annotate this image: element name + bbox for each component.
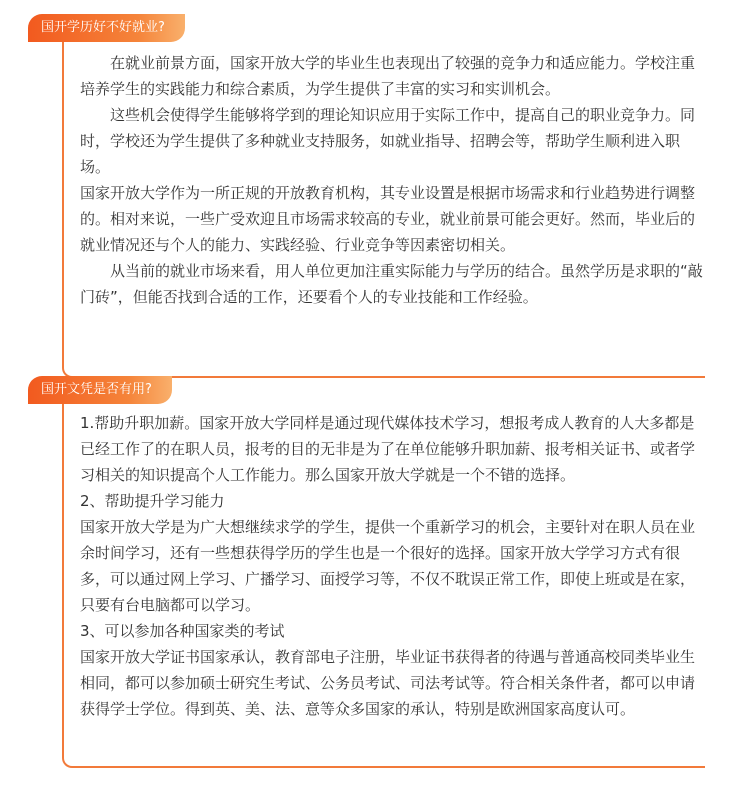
section-employment-title: 国开学历好不好就业?	[28, 14, 185, 42]
paragraph: 从当前的就业市场来看，用人单位更加注重实际能力与学历的结合。虽然学历是求职的“敲门砖”，但能否找到合适的工作，还要看个人的专业技能和工作经验。	[80, 262, 703, 306]
paragraph: 国家开放大学证书国家承认，教育部电子注册，毕业证书获得者的待遇与普通高校同类毕业生相同，都可以参加硕士研究生考试、公务员考试、司法考试等。符合相关条件者，都可以申请获得学士学位。得到英、美、法、意等众多国家的承认，特别是欧洲国家高度认可。	[80, 648, 696, 718]
paragraph: 国家开放大学作为一所正规的开放教育机构，其专业设置是根据市场需求和行业趋势进行调整的。相对来说，一些广受欢迎且市场需求较高的专业，就业前景可能会更好。然而，毕业后的就业情况还与个人的能力、实践经验、行业竞争等因素密切相关。	[80, 184, 696, 254]
section-employment-body	[62, 40, 705, 378]
paragraph: 1.帮助升职加薪。国家开放大学同样是通过现代媒体技术学习，想报考成人教育的人大多都是已经工作了的在职人员，报考的目的无非是为了在单位能够升职加薪、报考相关证书、或者学习相关的知识提高个人工作能力。那么国家开放大学就是一个不错的选择。	[80, 414, 696, 484]
paragraph-heading: 3、可以参加各种国家类的考试	[80, 622, 285, 640]
section-diploma-value-title: 国开文凭是否有用?	[28, 376, 172, 404]
paragraph: 国家开放大学是为广大想继续求学的学生，提供一个重新学习的机会，主要针对在职人员在业余时间学习，还有一些想获得学历的学生也是一个很好的选择。国家开放大学学习方式有很多，可以通过网上学习、广播学习、面授学习等，不仅不耽误正常工作，即使上班或是在家，只要有台电脑都可以学习。	[80, 518, 696, 614]
section-diploma-value-body	[62, 402, 705, 768]
paragraph: 在就业前景方面，国家开放大学的毕业生也表现出了较强的竞争力和适应能力。学校注重培养学生的实践能力和综合素质，为学生提供了丰富的实习和实训机会。	[80, 54, 696, 98]
paragraph: 这些机会使得学生能够将学到的理论知识应用于实际工作中，提高自己的职业竞争力。同时，学校还为学生提供了多种就业支持服务，如就业指导、招聘会等，帮助学生顺利进入职场。	[80, 106, 696, 176]
paragraph-heading: 2、帮助提升学习能力	[80, 492, 225, 510]
